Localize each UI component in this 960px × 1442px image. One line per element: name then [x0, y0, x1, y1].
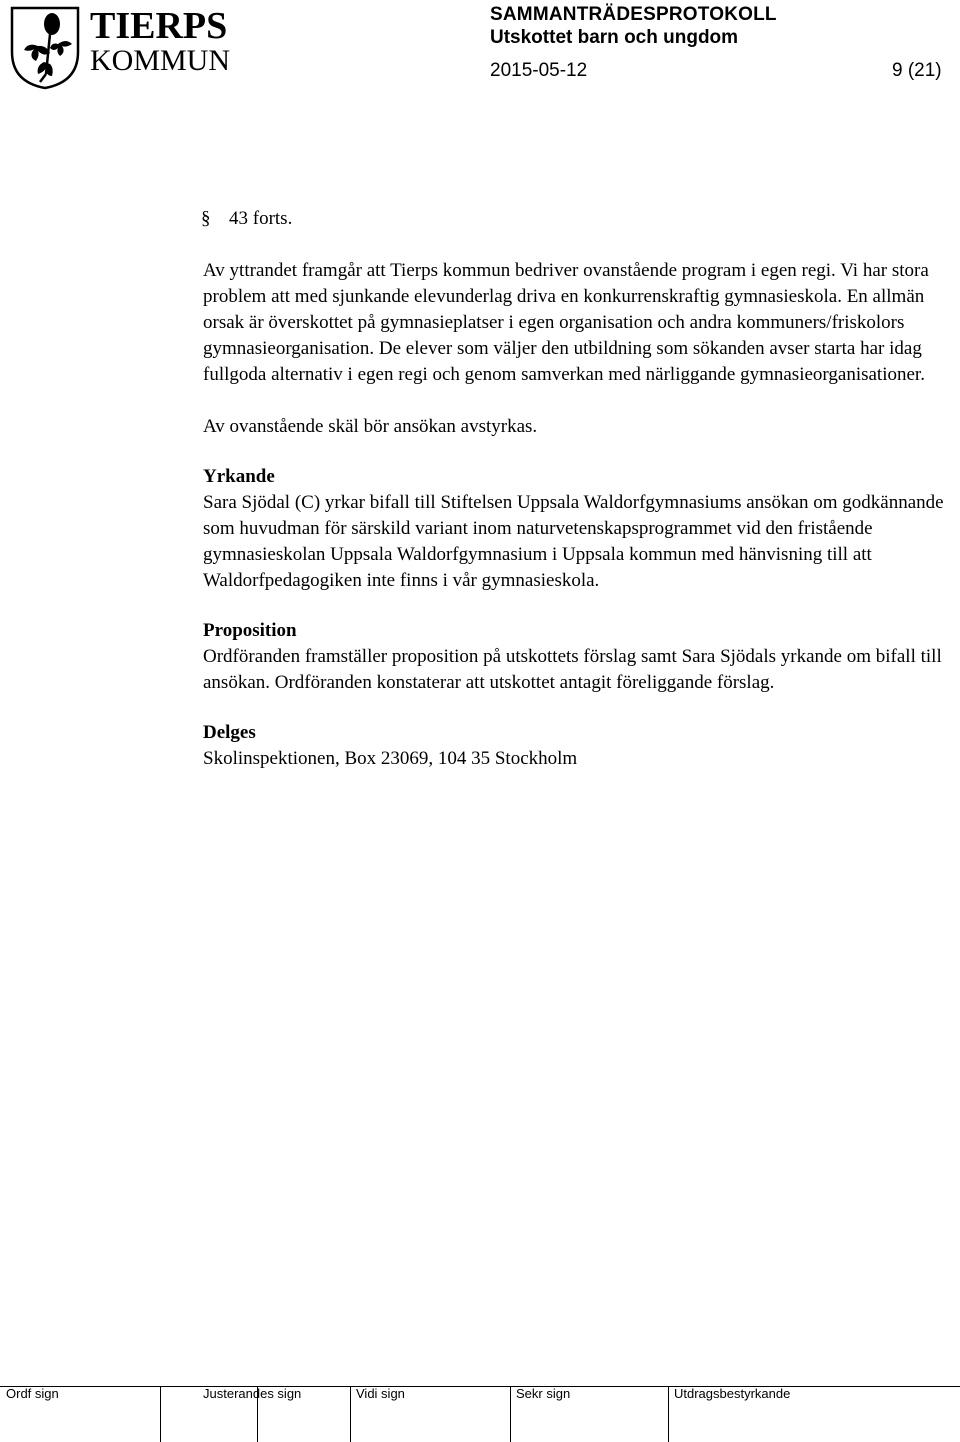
statement-paragraph: Av yttrandet framgår att Tierps kommun bedriver ovanstående program i egen regi. Vi har stora problem att med sjunkande elevunderlag driva en konkurrenskraftig gymnasieskola. En allmän orsak är överskottet på gymnasieplatser i egen organisation och andra kommuners/friskolors gymnasieorganisation. De elever som väljer den utbildning som sökanden avser starta har idag fullgoda alternativ i egen regi och genom samverkan med närliggande gymnasieorganisationer.	[203, 260, 929, 385]
signature-cell-ordf	[0, 1386, 160, 1442]
conclusion-paragraph: Av ovanstående skäl bör ansökan avstyrkas.	[203, 416, 538, 437]
proposition-text: Ordföranden framställer proposition på utskottets förslag samt Sara Sjödals yrkande om bifall till ansökan. Ordföranden konstaterar att utskottet antagit föreliggande förslag.	[203, 646, 942, 693]
delges-text: Skolinspektionen, Box 23069, 104 35 Stockholm	[203, 748, 578, 769]
page-number: 9 (21)	[892, 60, 942, 81]
footer-divider	[257, 1386, 258, 1442]
proposition-heading: Proposition	[203, 620, 297, 641]
yrkande-text: Sara Sjödal (C) yrkar bifall till Stiftelsen Uppsala Waldorfgymnasiums ansökan om godkännande som huvudman för särskild variant inom naturvetenskapsprogrammet vid den fristående gymnasieskolan Uppsala Waldorfgymnasium i Uppsala kommun med hänvisning till att Waldorfpedagogiken inte finns i vår gymnasieskola.	[203, 492, 944, 591]
signature-footer	[0, 1386, 960, 1442]
meeting-date: 2015-05-12	[490, 60, 588, 81]
tierps-kommun-logo	[8, 2, 240, 90]
footer-divider	[160, 1386, 161, 1442]
signature-label: Sekr sign	[516, 1386, 571, 1401]
delges-heading: Delges	[203, 722, 256, 743]
document-body	[203, 206, 960, 772]
section-number: 43 forts.	[229, 208, 293, 229]
committee-name: Utskottet barn och ungdom	[490, 27, 739, 48]
svg-text:TIERPS: TIERPS	[90, 5, 228, 47]
section-reference	[203, 206, 960, 232]
signature-cell-utdragsbestyrkande	[668, 1386, 958, 1442]
signature-label: Utdragsbestyrkande	[674, 1386, 791, 1401]
svg-text:KOMMUN: KOMMUN	[90, 44, 231, 77]
coat-of-arms-icon	[8, 2, 240, 90]
signature-cell-sekr	[510, 1386, 670, 1442]
signature-label: Vidi sign	[356, 1386, 405, 1401]
signature-label: Justerandes sign	[203, 1386, 302, 1401]
yrkande-heading: Yrkande	[203, 466, 275, 487]
signature-cell-vidi	[350, 1386, 510, 1442]
document-type-title: SAMMANTRÄDESPROTOKOLL	[490, 4, 777, 25]
signature-cell-justerandes	[197, 1386, 347, 1442]
section-sign: §	[201, 208, 211, 229]
signature-label: Ordf sign	[6, 1386, 59, 1401]
